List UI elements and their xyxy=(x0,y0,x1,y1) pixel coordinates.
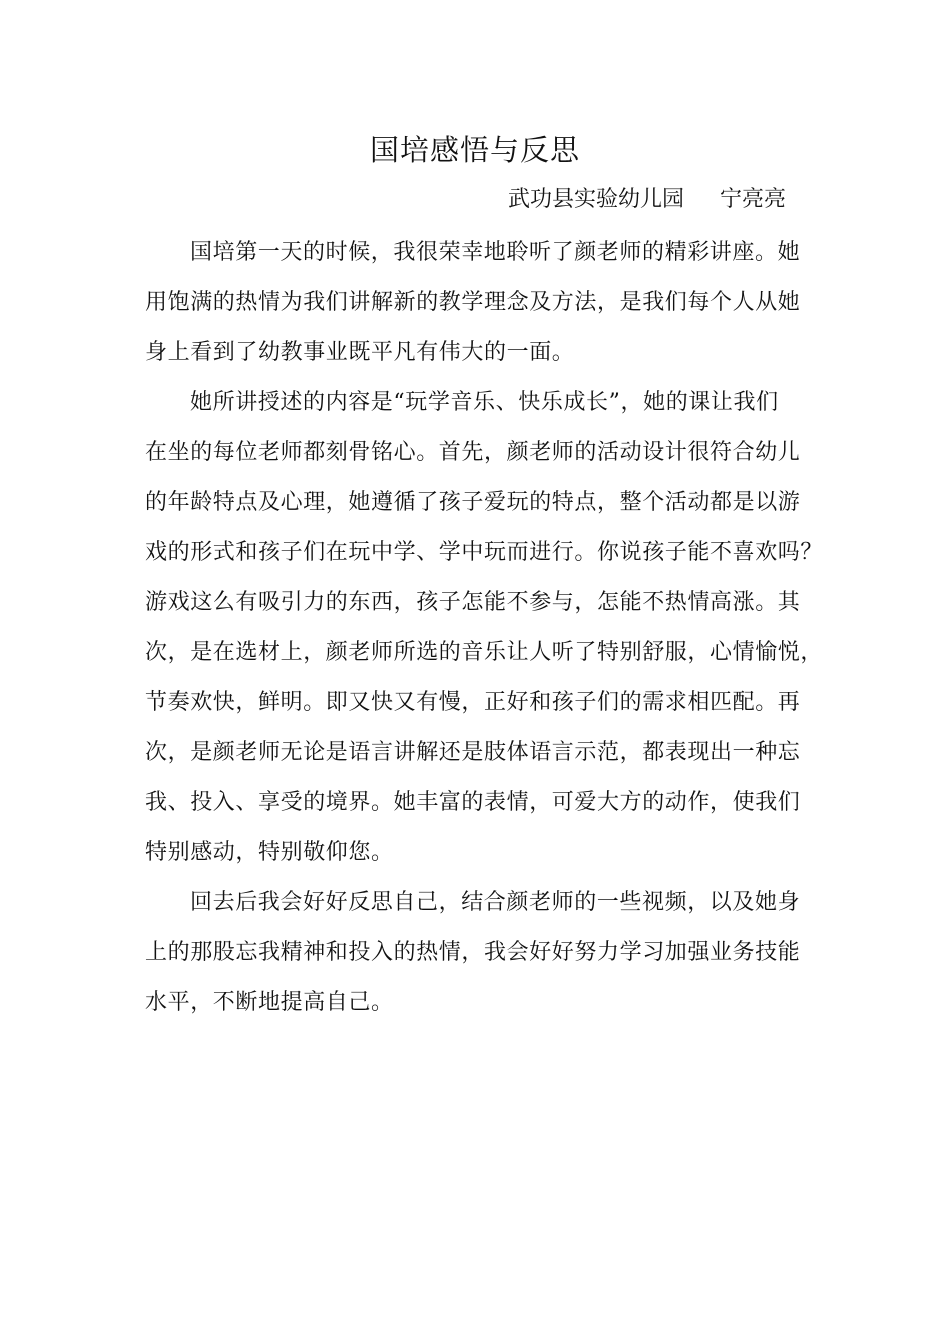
document-body xyxy=(145,228,835,1028)
paragraph-line: 游戏这么有吸引力的东西，孩子怎能不参与，怎能不热情高涨。其 xyxy=(145,590,801,615)
paragraph-line: 水平，不断地提高自己。 xyxy=(145,990,394,1015)
paragraph-line: 国培第一天的时候，我很荣幸地聆听了颜老师的精彩讲座。她 xyxy=(190,240,801,265)
paragraph-line: 用饱满的热情为我们讲解新的教学理念及方法，是我们每个人从她 xyxy=(145,290,801,315)
paragraph-line: 节奏欢快，鲜明。即又快又有慢，正好和孩子们的需求相匹配。再 xyxy=(145,690,801,715)
paragraph-line: 我、投入、享受的境界。她丰富的表情，可爱大方的动作，使我们 xyxy=(145,790,801,815)
byline-author: 宁亮亮 xyxy=(720,187,787,212)
byline-school: 武功县实验幼儿园 xyxy=(508,187,685,212)
paragraph-line: 次，是在选材上，颜老师所选的音乐让人听了特别舒服，心情愉悦， xyxy=(145,640,824,665)
paragraph-line: 次，是颜老师无论是语言讲解还是肢体语言示范，都表现出一种忘 xyxy=(145,740,801,765)
paragraph-line: 在坐的每位老师都刻骨铭心。首先，颜老师的活动设计很符合幼儿 xyxy=(145,440,801,465)
paragraph-line: 的年龄特点及心理，她遵循了孩子爱玩的特点，整个活动都是以游 xyxy=(145,490,801,515)
paragraph-line: 特别感动，特别敬仰您。 xyxy=(145,840,394,865)
paragraph-3 xyxy=(145,878,835,1028)
document-title: 国培感悟与反思 xyxy=(369,133,580,167)
paragraph-2 xyxy=(145,378,835,878)
paragraph-1 xyxy=(145,228,835,378)
paragraph-line: 戏的形式和孩子们在玩中学、学中玩而进行。你说孩子能不喜欢吗？ xyxy=(145,540,824,565)
byline xyxy=(508,184,786,216)
paragraph-line: 身上看到了幼教事业既平凡有伟大的一面。 xyxy=(145,340,575,365)
paragraph-line: 她所讲授述的内容是“玩学音乐、快乐成长”，她的课让我们 xyxy=(190,390,779,415)
paragraph-line: 上的那股忘我精神和投入的热情，我会好好努力学习加强业务技能 xyxy=(145,940,801,965)
paragraph-line: 回去后我会好好反思自己，结合颜老师的一些视频，以及她身 xyxy=(190,890,801,915)
